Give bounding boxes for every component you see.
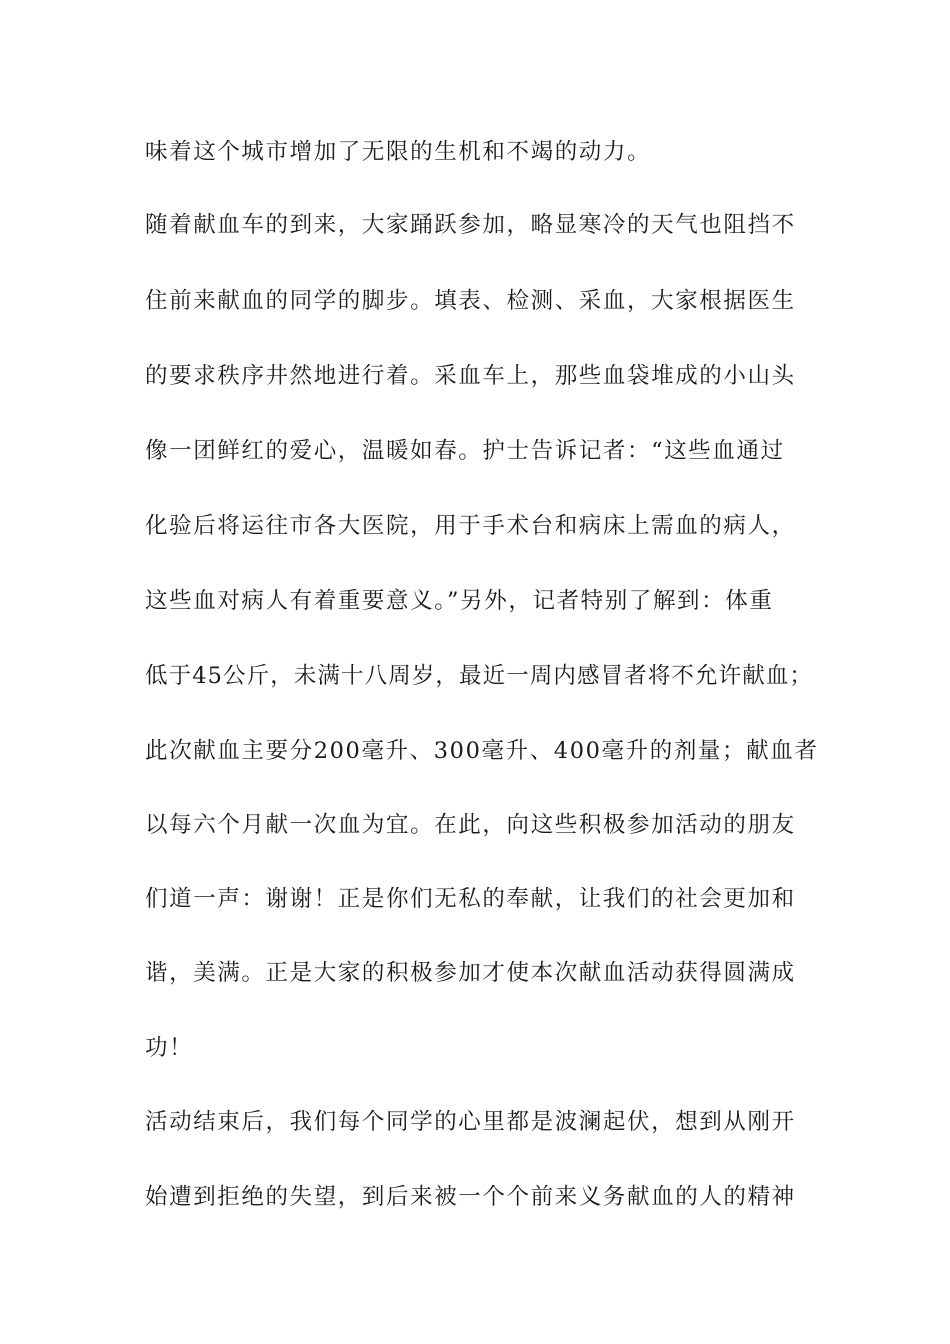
text-line-10: 以每六个月献一次血为宜。在此，向这些积极参加活动的朋友	[145, 812, 796, 838]
text-line-2: 随着献血车的到来，大家踊跃参加，略显寒冷的天气也阻挡不	[145, 212, 796, 238]
text-line-1: 味着这个城市增加了无限的生机和不竭的动力。	[145, 139, 652, 165]
text-line-7: 这些血对病人有着重要意义。”另外，记者特别了解到：体重	[145, 588, 774, 614]
text-line-9: 此次献血主要分200毫升、300毫升、400毫升的剂量；献血者	[145, 738, 819, 764]
text-line-11: 们道一声：谢谢！正是你们无私的奉献，让我们的社会更加和	[145, 886, 796, 912]
text-line-4: 的要求秩序井然地进行着。采血车上，那些血袋堆成的小山头	[145, 363, 796, 389]
text-line-14: 活动结束后，我们每个同学的心里都是波澜起伏，想到从刚开	[145, 1109, 796, 1135]
text-line-12: 谐，美满。正是大家的积极参加才使本次献血活动获得圆满成	[145, 960, 796, 986]
text-line-8: 低于45公斤，未满十八周岁，最近一周内感冒者将不允许献血；	[145, 663, 814, 689]
text-line-3: 住前来献血的同学的脚步。填表、检测、采血，大家根据医生	[145, 288, 796, 314]
text-line-13: 功！	[145, 1035, 194, 1061]
text-line-15: 始遭到拒绝的失望，到后来被一个个前来义务献血的人的精神	[145, 1184, 796, 1210]
text-line-5: 像一团鲜红的爱心，温暖如春。护士告诉记者：“这些血通过	[145, 438, 785, 464]
text-line-6: 化验后将运往市各大医院，用于手术台和病床上需血的病人，	[145, 513, 796, 539]
